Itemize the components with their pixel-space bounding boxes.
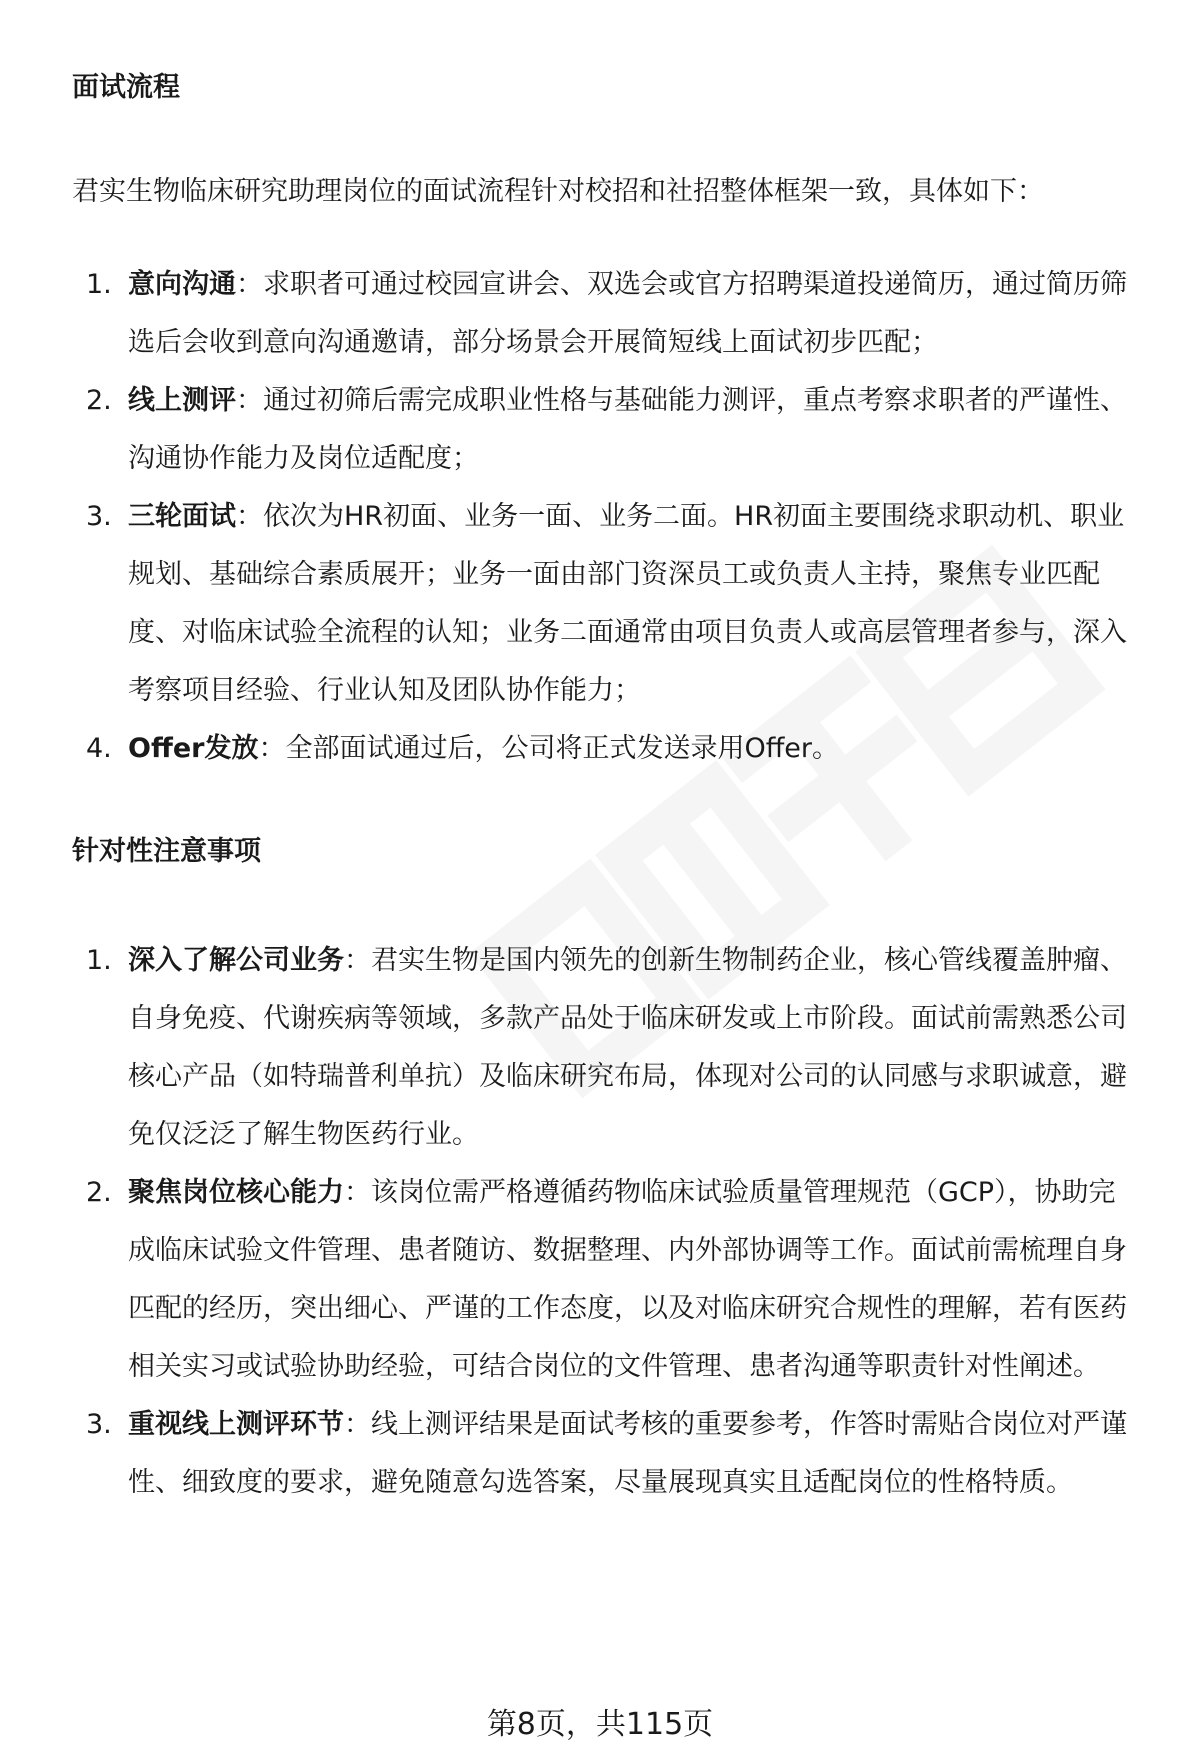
- list-item: [0, 720, 1200, 778]
- list-number: 4.: [86, 733, 112, 764]
- item-separator: ：: [258, 733, 286, 764]
- list-item: [0, 488, 1200, 720]
- list-item: [0, 372, 1200, 488]
- item-label: 深入了解公司业务: [128, 945, 344, 976]
- list-item: [0, 256, 1200, 372]
- item-separator: ：: [236, 385, 263, 416]
- item-label: 重视线上测评环节: [128, 1409, 344, 1440]
- item-separator: ：: [236, 501, 263, 532]
- item-text: 求职者可通过校园宣讲会、双选会或官方招聘渠道投递简历，通过简历筛选后会收到意向沟通邀请，部分场景会开展简短线上面试初步匹配；: [128, 269, 1127, 358]
- list-number: 2.: [86, 1177, 112, 1208]
- list-number: 1.: [86, 945, 112, 976]
- item-text: 全部面试通过后，公司将正式发送录用Offer。: [285, 733, 840, 764]
- list-number: 3.: [86, 501, 112, 532]
- item-label: 三轮面试: [128, 501, 236, 532]
- page-footer: 第8页，共115页: [486, 1707, 714, 1742]
- interview-process-list: [0, 256, 1200, 778]
- list-number: 3.: [86, 1409, 112, 1440]
- item-text: 君实生物是国内领先的创新生物制药企业，核心管线覆盖肿瘤、自身免疫、代谢疾病等领域，多款产品处于临床研发或上市阶段。面试前需熟悉公司核心产品（如特瑞普利单抗）及临床研究布局，体现对公司的认同感与求职诚意，避免仅泛泛了解生物医药行业。: [128, 945, 1127, 1150]
- list-item: [0, 1164, 1200, 1396]
- item-text: 通过初筛后需完成职业性格与基础能力测评，重点考察求职者的严谨性、沟通协作能力及岗位适配度；: [128, 385, 1127, 474]
- list-number: 2.: [86, 385, 112, 416]
- item-separator: ：: [344, 945, 371, 976]
- section-title-key-notes: 针对性注意事项: [72, 836, 261, 867]
- item-separator: ：: [344, 1177, 371, 1208]
- section-title-interview-process: 面试流程: [72, 72, 180, 103]
- item-text: 依次为HR初面、业务一面、业务二面。HR初面主要围绕求职动机、职业规划、基础综合素质展开；业务一面由部门资深员工或负责人主持，聚焦专业匹配度、对临床试验全流程的认知；业务二面通常由项目负责人或高层管理者参与，深入考察项目经验、行业认知及团队协作能力；: [128, 501, 1127, 706]
- section-intro: 君实生物临床研究助理岗位的面试流程针对校招和社招整体框架一致，具体如下：: [72, 176, 1044, 207]
- item-label: 意向沟通: [128, 269, 236, 300]
- list-item: [0, 932, 1200, 1164]
- item-separator: ：: [236, 269, 263, 300]
- item-label: 线上测评: [128, 385, 236, 416]
- list-item: [0, 1396, 1200, 1512]
- key-notes-list: [0, 932, 1200, 1512]
- item-label: Offer发放: [128, 733, 259, 764]
- item-separator: ：: [344, 1409, 371, 1440]
- item-text: 线上测评结果是面试考核的重要参考，作答时需贴合岗位对严谨性、细致度的要求，避免随意勾选答案，尽量展现真实且适配岗位的性格特质。: [128, 1409, 1127, 1498]
- list-number: 1.: [86, 269, 112, 300]
- item-text: 该岗位需严格遵循药物临床试验质量管理规范（GCP），协助完成临床试验文件管理、患者随访、数据整理、内外部协调等工作。面试前需梳理自身匹配的经历，突出细心、严谨的工作态度，以及对临床研究合规性的理解，若有医药相关实习或试验协助经验，可结合岗位的文件管理、患者沟通等职责针对性阐述。: [128, 1177, 1127, 1382]
- item-label: 聚焦岗位核心能力: [128, 1177, 344, 1208]
